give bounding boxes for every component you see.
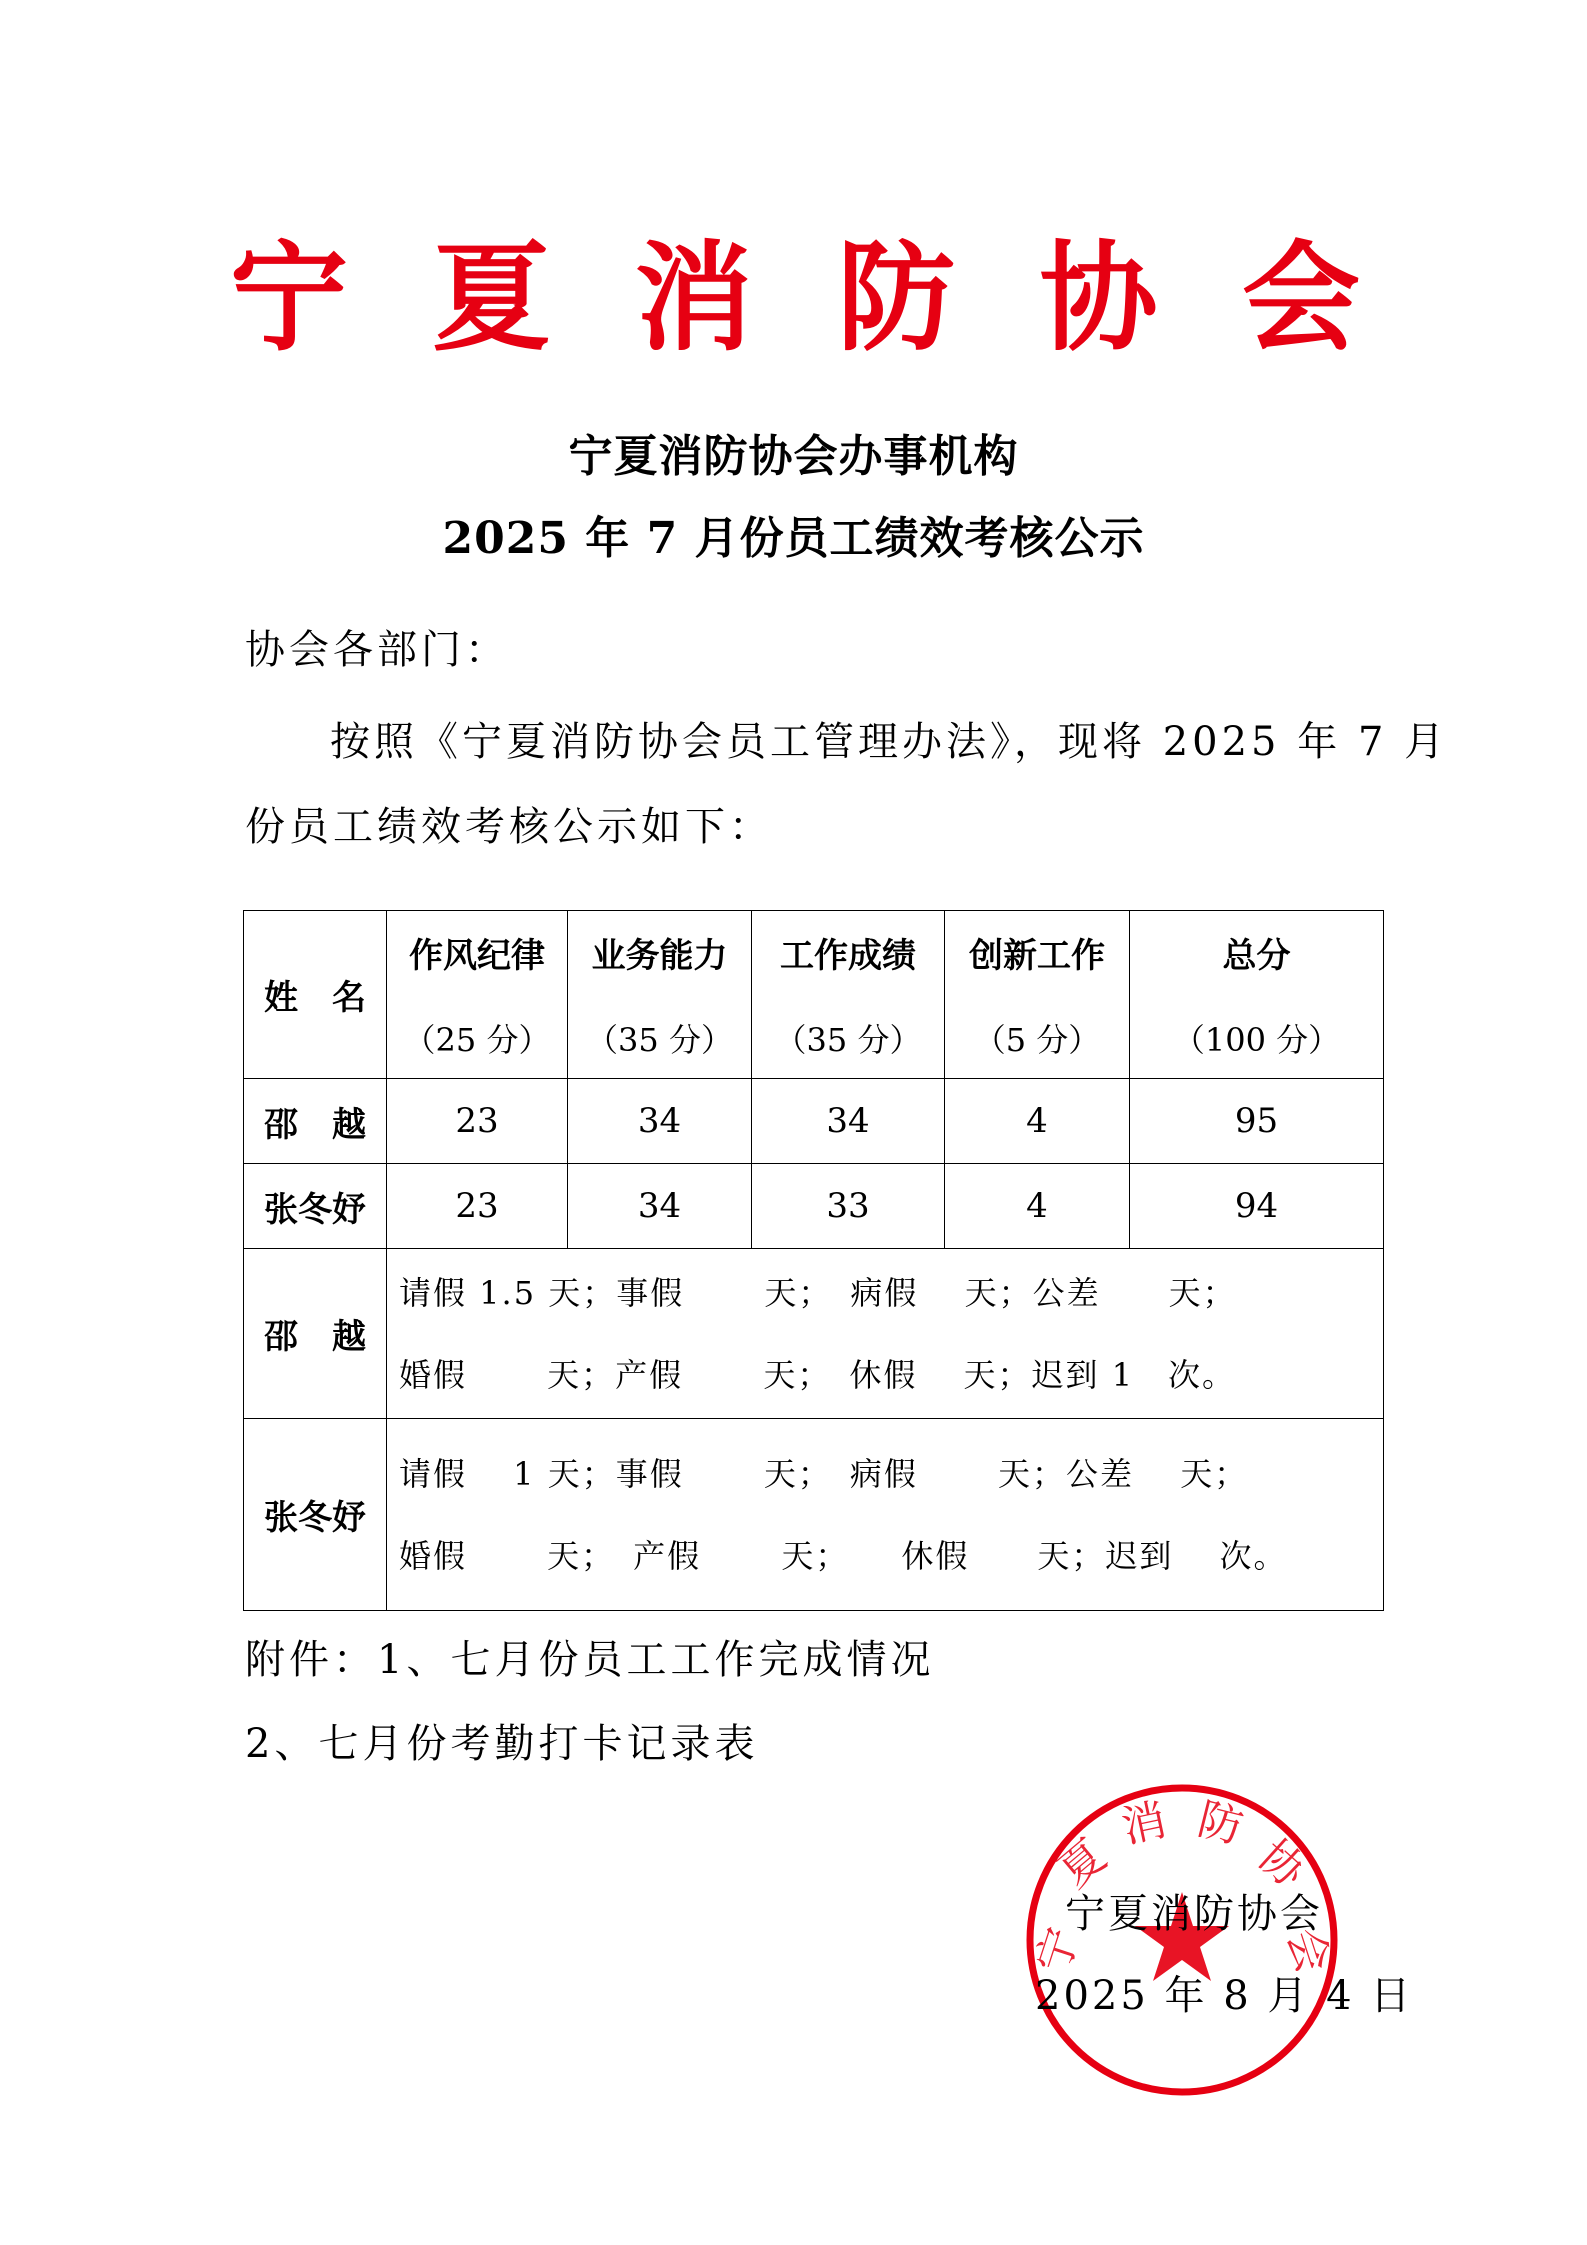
employee-name: 张冬妤 — [244, 1164, 387, 1249]
masthead — [230, 228, 1360, 368]
body-paragraph-line1: 按照《宁夏消防协会员工管理办法》，现将 2025 年 7 月 — [330, 719, 1449, 765]
masthead-char: 消 — [634, 228, 753, 367]
seal-char: 协 — [1248, 1830, 1316, 1898]
seal-char: 会 — [1276, 1921, 1339, 1980]
table-row — [244, 1079, 1384, 1164]
document-title-line1: 宁夏消防协会办事机构 — [568, 431, 1019, 482]
score-cell: 33 — [752, 1164, 945, 1249]
salutation: 协会各部门： — [245, 627, 509, 673]
masthead-char: 防 — [837, 228, 956, 367]
header-label: 作风纪律 — [409, 936, 545, 976]
score-cell: 23 — [387, 1079, 568, 1164]
score-cell: 23 — [387, 1164, 568, 1249]
header-sublabel: （35 分） — [586, 1021, 733, 1059]
performance-table — [243, 910, 1384, 1611]
leave-line: 婚假 天； 产假 天； 休假 天；迟到 次。 — [399, 1536, 1288, 1575]
total-cell: 95 — [1130, 1079, 1384, 1164]
table-row — [244, 1164, 1384, 1249]
header-sublabel: （5 分） — [973, 1021, 1101, 1059]
score-cell: 34 — [752, 1079, 945, 1164]
employee-name: 张冬妤 — [244, 1419, 387, 1611]
header-cell — [945, 911, 1130, 1079]
leave-row — [244, 1419, 1384, 1611]
header-sublabel: （100 分） — [1172, 1021, 1341, 1059]
header-cell — [568, 911, 752, 1079]
document-title-line2: 2025 年 7 月份员工绩效考核公示 — [442, 513, 1145, 564]
body-paragraph-line2: 份员工绩效考核公示如下： — [245, 804, 773, 850]
header-label: 创新工作 — [969, 936, 1105, 976]
attachment-line: 2、七月份考勤打卡记录表 — [245, 1721, 759, 1767]
employee-name: 邵 越 — [244, 1249, 387, 1419]
header-cell — [387, 911, 568, 1079]
masthead-char: 协 — [1039, 228, 1158, 367]
header-name-cell — [244, 911, 387, 1079]
masthead-char: 夏 — [432, 228, 551, 367]
attachment-line: 附件：1、七月份员工工作完成情况 — [245, 1637, 935, 1683]
header-cell — [752, 911, 945, 1079]
header-cell — [1130, 911, 1384, 1079]
score-cell: 34 — [568, 1164, 752, 1249]
header-name-label: 姓 名 — [264, 978, 366, 1018]
leave-details — [387, 1419, 1384, 1611]
seal-char: 夏 — [1049, 1830, 1116, 1898]
header-label: 业务能力 — [591, 936, 728, 976]
seal-char: 防 — [1192, 1793, 1249, 1854]
leave-details — [387, 1249, 1384, 1419]
seal-char: 宁 — [1027, 1921, 1090, 1980]
masthead-char: 会 — [1241, 228, 1360, 367]
score-cell: 4 — [945, 1079, 1130, 1164]
masthead-char: 宁 — [230, 228, 349, 367]
header-sublabel: （25 分） — [403, 1021, 551, 1059]
table-header-row — [244, 911, 1384, 1079]
score-cell: 34 — [568, 1079, 752, 1164]
seal-char: 消 — [1117, 1794, 1171, 1854]
leave-row — [244, 1249, 1384, 1419]
score-cell: 4 — [945, 1164, 1130, 1249]
total-cell: 94 — [1130, 1164, 1384, 1249]
leave-line: 请假 1 天；事假 天； 病假 天；公差 天； — [399, 1454, 1249, 1493]
header-label: 工作成绩 — [780, 936, 916, 976]
header-label: 总分 — [1222, 936, 1291, 976]
official-seal — [1022, 1780, 1342, 2100]
header-sublabel: （35 分） — [774, 1021, 922, 1059]
leave-line: 婚假 天；产假 天； 休假 天；迟到 1 次。 — [399, 1355, 1237, 1394]
leave-line: 请假 1.5 天；事假 天； 病假 天；公差 天； — [399, 1273, 1237, 1312]
signature-org: 宁夏消防协会 — [1065, 1891, 1323, 1937]
employee-name: 邵 越 — [244, 1079, 387, 1164]
signature-date: 2025 年 8 月 4 日 — [1035, 1973, 1414, 2019]
